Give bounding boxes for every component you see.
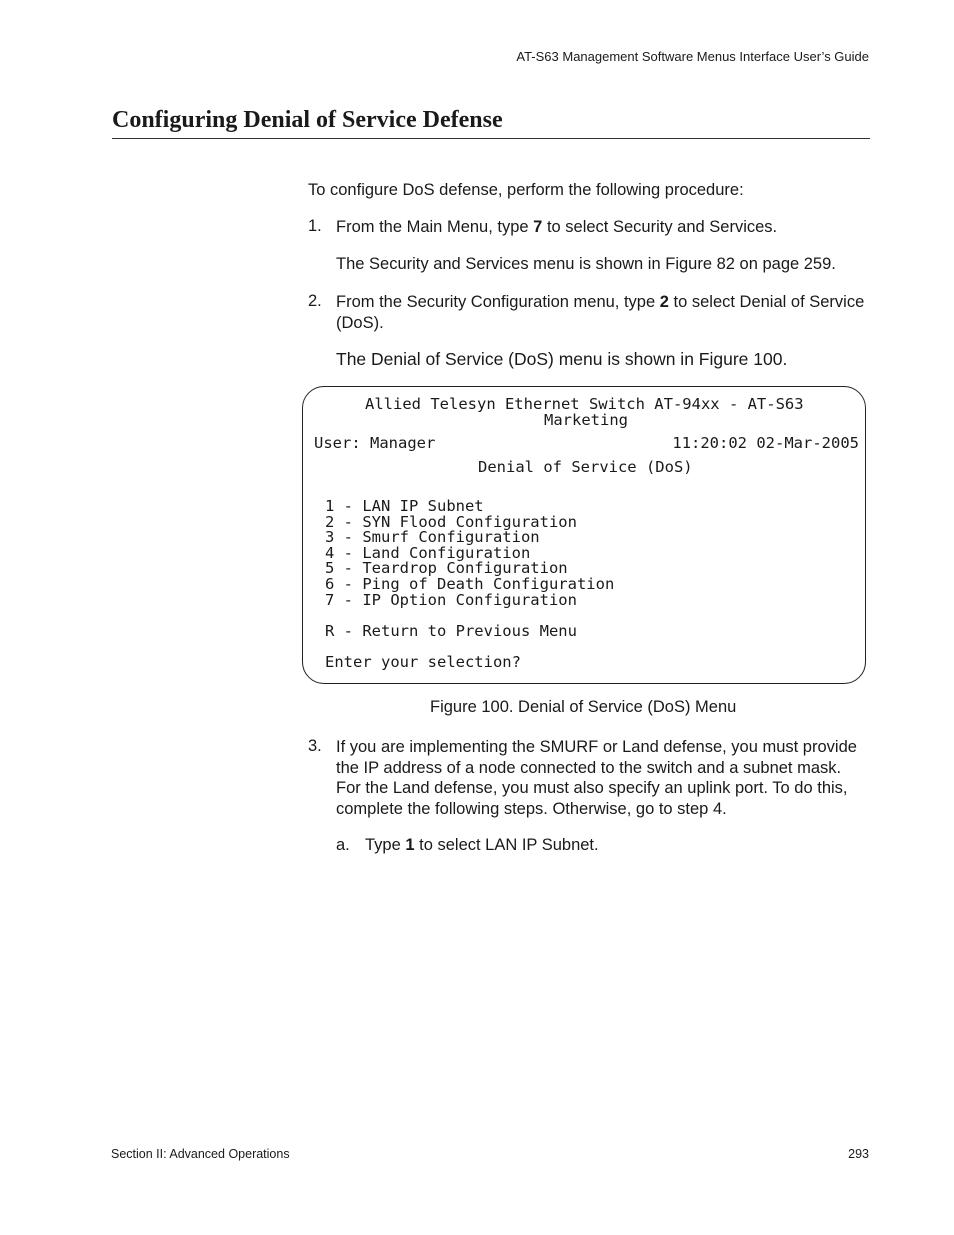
step-2-key: 2 bbox=[659, 293, 669, 311]
menu-item-land: 4 - Land Configuration bbox=[325, 543, 531, 562]
step-2-text-after: to select Denial of Service (DoS). bbox=[336, 293, 865, 332]
terminal-user: User: Manager bbox=[314, 434, 436, 452]
step-2-text-before: From the Security Configuration menu, type bbox=[336, 293, 660, 311]
menu-item-ping-of-death: 6 - Ping of Death Configuration bbox=[325, 575, 615, 593]
terminal-screen bbox=[302, 386, 866, 684]
step-1-key: 7 bbox=[533, 218, 543, 236]
terminal-menu-title: Denial of Service (DoS) bbox=[478, 458, 693, 476]
intro-text: To configure DoS defense, perform the following procedure: bbox=[308, 181, 744, 199]
menu-item-lan-ip-subnet: 1 - LAN IP Subnet bbox=[325, 497, 484, 515]
page-number: 293 bbox=[848, 1147, 869, 1161]
figure-caption: Figure 100. Denial of Service (DoS) Menu bbox=[430, 698, 737, 716]
step-2-number: 2. bbox=[308, 292, 322, 310]
substep-a-text bbox=[365, 835, 599, 856]
terminal-title: Allied Telesyn Ethernet Switch AT-94xx - AT-S63 bbox=[365, 395, 804, 413]
terminal-prompt: Enter your selection? bbox=[325, 653, 521, 671]
footer-section: Section II: Advanced Operations bbox=[111, 1147, 290, 1161]
step-2-text bbox=[336, 292, 870, 333]
menu-item-teardrop: 5 - Teardrop Configuration bbox=[325, 559, 568, 578]
step-2-note: The Denial of Service (DoS) menu is shown in Figure 100. bbox=[336, 349, 788, 369]
menu-item-ip-option: 7 - IP Option Configuration bbox=[325, 590, 577, 609]
step-1-text bbox=[336, 217, 870, 238]
substep-a-letter: a. bbox=[336, 836, 350, 854]
substep-a-text-before: Type bbox=[365, 836, 406, 854]
terminal-subtitle: Marketing bbox=[544, 411, 628, 429]
menu-item-smurf: 3 - Smurf Configuration bbox=[325, 528, 540, 547]
running-header: AT-S63 Management Software Menus Interface User’s Guide bbox=[516, 49, 869, 64]
step-3-text: If you are implementing the SMURF or Land defense, you must provide the IP address of a node connected to the switch and a subnet mask. For the Land defense, you must also specify an uplink port. To do this, complete the following steps. Otherwise, go to step 4. bbox=[336, 738, 857, 818]
step-1-text-after: to select Security and Services. bbox=[542, 218, 778, 236]
substep-a-text-after: to select LAN IP Subnet. bbox=[414, 836, 599, 854]
menu-item-return: R - Return to Previous Menu bbox=[325, 621, 577, 640]
terminal-timestamp: 11:20:02 02-Mar-2005 bbox=[672, 434, 859, 452]
step-1-number: 1. bbox=[308, 217, 322, 235]
substep-a-key: 1 bbox=[405, 836, 415, 854]
section-title: Configuring Denial of Service Defense bbox=[112, 107, 870, 139]
step-3-number: 3. bbox=[308, 737, 322, 755]
step-1-note: The Security and Services menu is shown in Figure 82 on page 259. bbox=[336, 255, 836, 273]
menu-item-syn-flood: 2 - SYN Flood Configuration bbox=[325, 512, 577, 531]
step-1-text-before: From the Main Menu, type bbox=[336, 218, 534, 236]
